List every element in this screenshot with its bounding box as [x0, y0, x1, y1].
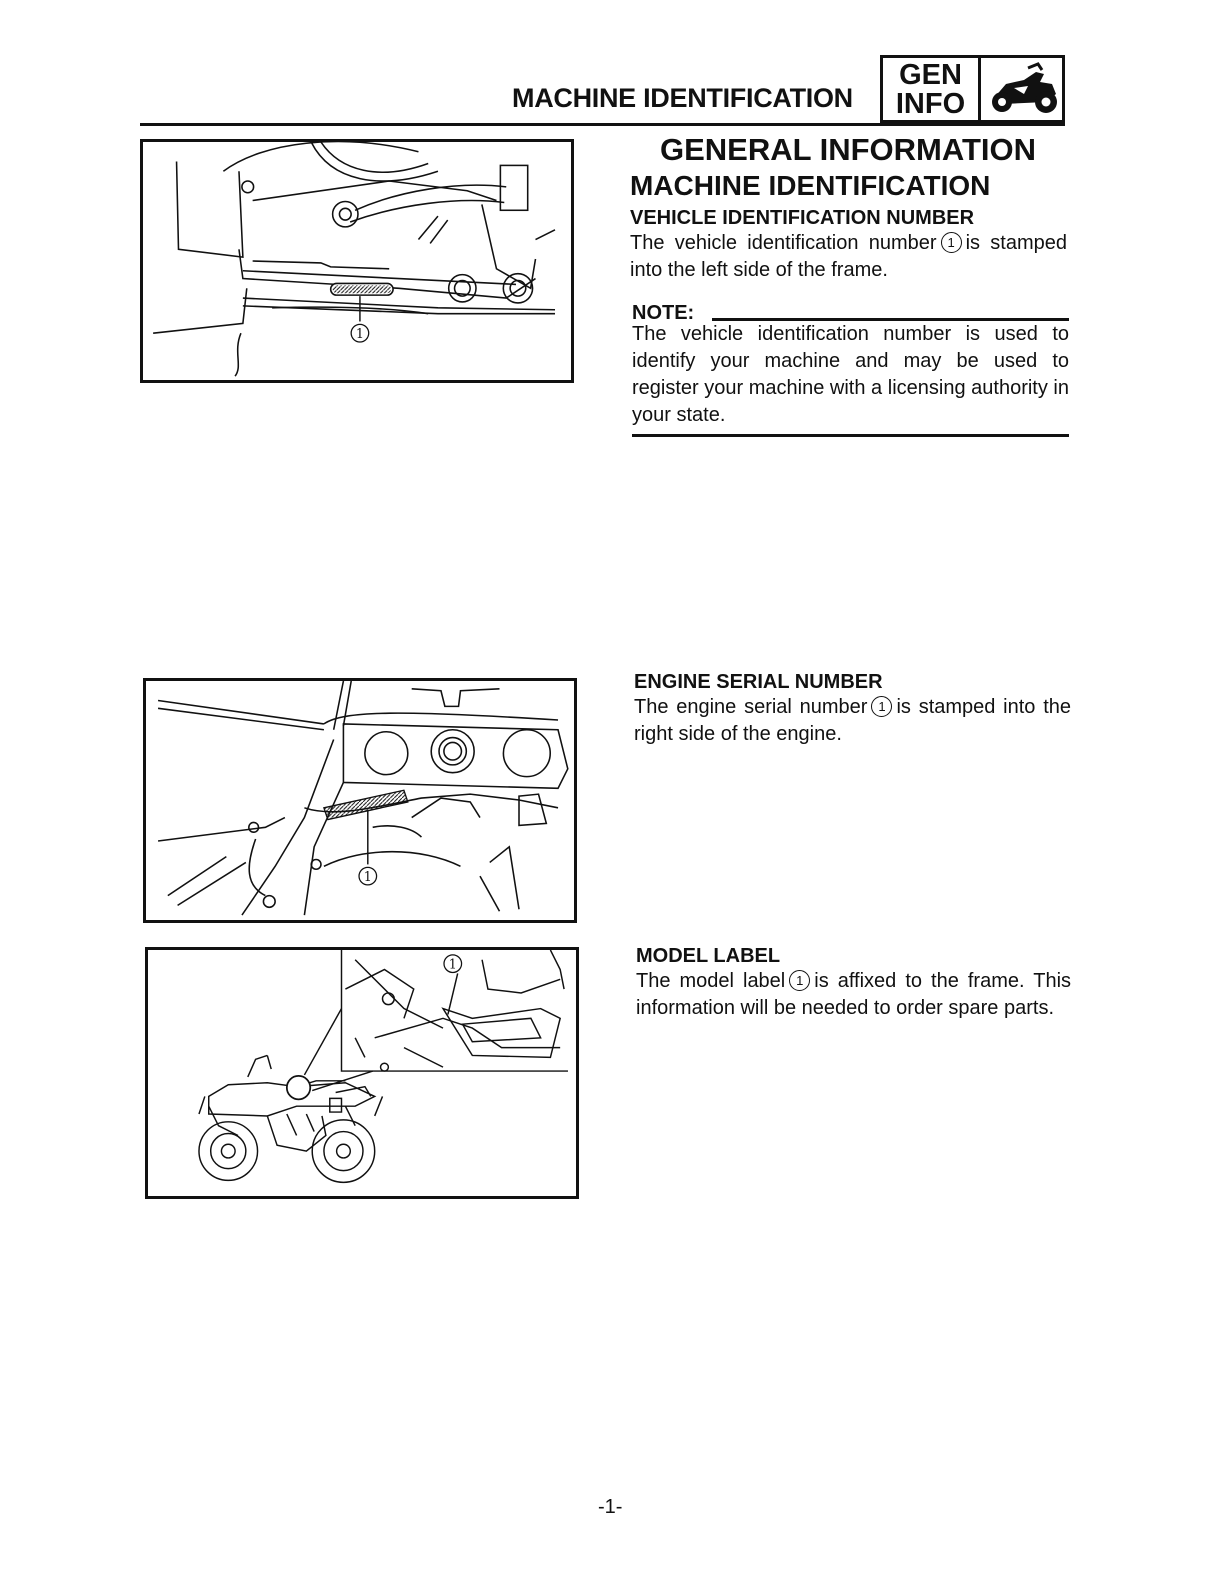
- note-end-rule: [632, 434, 1069, 437]
- vin-heading: VEHICLE IDENTIFICATION NUMBER: [630, 207, 975, 229]
- figure-vin-location: [140, 139, 574, 383]
- engine-text-after: is stamped into the right side of the engine.: [634, 696, 1072, 745]
- vin-paragraph: [630, 230, 1067, 284]
- figure-callout-1: 1: [355, 326, 364, 342]
- chapter-title: GENERAL INFORMATION: [660, 132, 1037, 167]
- engine-text-before: The engine serial number: [634, 696, 868, 718]
- header-section-title: MACHINE IDENTIFICATION: [512, 83, 853, 113]
- atv-icon: [984, 58, 1062, 120]
- engine-paragraph: [634, 694, 1071, 748]
- figure-engine-serial: [143, 678, 577, 923]
- section-title: MACHINE IDENTIFICATION: [630, 170, 991, 201]
- header-rule: [140, 123, 1065, 126]
- figure-callout-1: 1: [448, 956, 457, 972]
- vin-text-before: The vehicle identification number: [630, 232, 937, 254]
- gen-info-badge: [880, 55, 1065, 123]
- badge-line2: INFO: [895, 88, 966, 120]
- figure-model-label: [145, 947, 579, 1199]
- note-text: The vehicle identification number is used to identify your machine and may be used to register your machine with a licensing authority in your state.: [632, 323, 1069, 426]
- engine-heading: ENGINE SERIAL NUMBER: [634, 671, 883, 693]
- model-paragraph: [636, 968, 1071, 1022]
- page-number: -1-: [598, 1496, 623, 1518]
- model-text-before: The model label: [636, 970, 786, 992]
- model-text-after: is affixed to the frame. This information will be needed to order spare parts.: [636, 970, 1072, 1019]
- figure-callout-1: 1: [363, 868, 372, 884]
- engine-callout: 1: [871, 696, 892, 717]
- badge-label: [883, 58, 981, 120]
- model-callout: 1: [789, 970, 810, 991]
- badge-line1: GEN: [899, 59, 962, 91]
- model-heading: MODEL LABEL: [636, 945, 781, 967]
- vin-text-after: is stamped into the left side of the frame.: [630, 232, 1067, 281]
- vin-callout: 1: [941, 232, 962, 253]
- note-label: NOTE:: [632, 302, 695, 324]
